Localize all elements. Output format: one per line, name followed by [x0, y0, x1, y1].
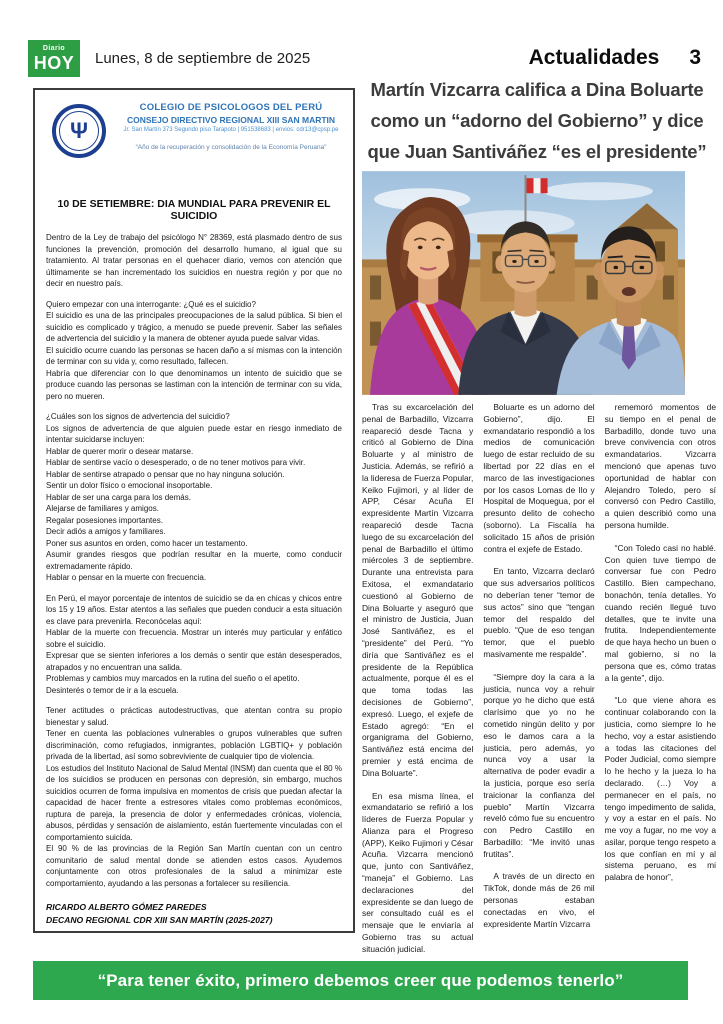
article-paragraph: En tanto, Vizcarra declaró que sus adversarios políticos no deberían tener “temor de sus actos” sino que “tengan temor del respaldo del pueblo. “Que de eso tengan temor, que el pueblo masivamente me respalde”. [483, 566, 595, 659]
headline-line-2: como un “adorno del Gobierno” y dice [370, 110, 704, 131]
letterhead [46, 102, 342, 182]
article-paragraph: “Lo que viene ahora es continuar colaborando con la justicia, como siempre lo he hecho, voy a estar asistiendo a todas las citaciones del Poder Judicial, como siempre lo he hecho y la jueza lo ha declarado. (…) Voy a permanecer en el país, no tengo impedimento de salida, y voy a estar en el país. No me voy a fugar, no me voy a asilar, porque tengo respeto a los que confían en mí y al sistema peruano, es mi palabra de honor”, [604, 695, 716, 883]
headline-line-3: que Juan Santiváñez “es el presidente” [367, 141, 707, 162]
announcement-paragraph: El suicidio ocurre cuando las personas se hacen daño a sí mismas con la intención de terminar con su vida y, como resultado, fallecen. [46, 345, 342, 366]
announcement-paragraph: Regalar posesiones importantes. [46, 515, 163, 525]
signature-block [46, 901, 342, 927]
article-paragraph: Tras su excarcelación del penal de Barbadillo, Vizcarra reapareció desde Tacna y criticó al Gobierno de Dina Boluarte y al ministro de Justicia. Además, se refirió a la lideresa de Fuerza Popular, Keiko Fujimori, y al líder de APP, César Acuña El expresidente Martín Vizcarra reapareció desde Tacna luego de su excarcelación del penal de Barbadillo el último miércoles 3 de septiembre. Durante una entrevista para Exitosa, el exmandatario cuestionó al Gobierno de Dina Boluarte y aseguró que el ministro de Justicia, Juan José Santiváñez, es el “presidente” del Perú. “Yo diría que Santiváñez es el presidente de la República actualmente, porque él es el que toma todas las decisiones de Gobierno”, expresó. Luego, el exjefe de Estado agregó: “En el organigrama del Gobierno, Santiváñez está encima del premier y está encima de Dina Boluarte”. [362, 402, 474, 778]
announcement-paragraph: Dentro de la Ley de trabajo del psicólogo N° 28369, está plasmado dentro de sus funciones la prevención, promoción del desarrollo humano, al igual que su tratamiento. Al tratar personas en el quehacer diario, vemos con atención que últimamente se han incrementado los suicidios en nuestra región y por que no decir en nuestro país. [46, 233, 342, 288]
announcement-paragraph: Asumir grandes riesgos que podrían resultar en la muerte, como conducir extremadamente rápido. [46, 550, 342, 571]
diario-hoy-logo [28, 40, 80, 77]
article-body [362, 402, 716, 958]
announcement-paragraph: Expresar que se sienten inferiores a los demás o sentir que están desesperados, atrapados y no encuentran una salida. [46, 651, 342, 672]
article-paragraph: rememoró momentos de su tiempo en el penal de Barbadillo, donde tuvo una breve convivencia con otros exmandatarios. Vizcarra mencionó que apenas tuvo oportunidad de hablar con Alejandro Toledo, pero sí conversó con Pedro Castillo, a quien describió como una persona humilde. [604, 402, 716, 530]
politicians-palace-illustration [362, 171, 685, 395]
signature-name: RICARDO ALBERTO GÓMEZ PAREDES [46, 902, 207, 912]
article-paragraph: Boluarte es un adorno del Gobierno”, dijo. El exmandatario respondió a los medios de comunicación luego de estar recluido de su libertad por 22 días en el marco de las investigaciones por los casos Lomas de Ilo y Hospital de Moquegua, por el presunto delito de cohecho (soborno). La Fiscalía ha solicitado 15 años de prisión contra el exjefe de Estado. [483, 402, 595, 554]
announcement-box [33, 88, 355, 933]
announcement-paragraph: Los signos de advertencia de que alguien puede estar en riesgo inmediato de intentar suicidarse incluyen: [46, 423, 342, 444]
logo-top-text: Diario [42, 44, 66, 52]
announcement-paragraph [46, 584, 342, 593]
announcement-paragraph: Los estudios del Instituto Nacional de Salud Mental (INSM) dan cuenta que el 80 % de los suicidios se producen en personas con depresión, sin embargo, muchos suicidios ocurren de forma impulsiva en momentos de crisis que puedan afectar la capacidad de hacer frente a estresores vitales como problemas económicos, ruptura de pareja, la presencia de dolor y enfermedades crónicas, violencia, abusos, pérdidas y sensación de aislamiento, están fuertemente vinculadas con el comportamiento suicida. [46, 763, 342, 842]
org-motto: “Año de la recuperación y consolidación de la Economía Peruana” [135, 144, 327, 151]
article-paragraph: A través de un directo en TikTok, donde más de 26 mil personas estaban conectadas en vivo, el expresidente Martín Vizcarra [483, 871, 595, 929]
announcement-paragraph: ¿Cuáles son los signos de advertencia del suicidio? [46, 412, 230, 421]
page-number: 3 [689, 46, 701, 69]
article-column-1 [362, 402, 473, 958]
article-column-3 [605, 402, 716, 958]
article-paragraph: “Con Toledo casi no hablé. Con quien tuve tiempo de conversar fue con Pedro Castillo. Bien campechano, bonachón, tenía detalles. Yo cuando recién llegué tuvo detalles, que te invite una frutita. Independientemente de que haya hecho un buen o mal gobierno, si no la persona que es, cómo tratas a la gente”, dijo. [604, 542, 716, 683]
announcement-paragraph: Habría que diferenciar con lo que denominamos un intento de suicidio que se produce cuando las personas se lastiman con la intención de terminar con su vida, pero no mueren. [46, 368, 342, 401]
announcement-paragraph: Hablar de querer morir o desear matarse. [46, 446, 194, 456]
announcement-paragraph: Hablar o pensar en la muerte con frecuencia. [46, 573, 207, 582]
psi-symbol-icon: Ψ [59, 111, 99, 151]
announcement-paragraph [46, 402, 342, 411]
edition-date: Lunes, 8 de septiembre de 2025 [95, 49, 311, 67]
headline-line-1: Martín Vizcarra califica a Dina Boluarte [370, 79, 704, 100]
announcement-paragraph: El 90 % de las provincias de la Región San Martín cuentan con un centro comunitario de salud mental donde se atienden estos casos. Ayudemos conjuntamente con otros profesionales de la salud a minimizar este comportamiento, ayudando a las personas a fortalecer su resiliencia. [46, 844, 342, 888]
announcement-paragraph: Poner sus asuntos en orden, como hacer un testamento. [46, 538, 248, 548]
announcement-paragraph: Quiero empezar con una interrogante: ¿Qué es el suicidio? [46, 299, 256, 309]
signature-role: DECANO REGIONAL CDR XIII SAN MARTÍN (2025-2027) [46, 915, 273, 925]
announcement-paragraph [46, 696, 342, 705]
article-paragraph: En esa misma línea, el exmandatario se refirió a los líderes de Fuerza Popular y Alianza para el Progreso (APP), Keiko Fujimori y César Acuña. Vizcarra mencionó que, junto con Santiváñez, “maneja” el Gobierno. Las declaraciones del expresidente se dan luego de ser consultado cuál es el mensaje que le enviaría al Gobierno tras su actual situación judicial. [362, 790, 474, 954]
announcement-paragraph: Problemas y cambios muy marcados en la rutina del sueño o el apetito. [46, 674, 300, 683]
announcement-paragraph: Tener actitudes o prácticas autodestructivas, que atentan contra su propio bienestar y salud. [46, 706, 342, 727]
announcement-paragraph [46, 290, 342, 299]
announcement-paragraph: Alejarse de familiares y amigos. [46, 504, 159, 513]
article-paragraph: “Siempre doy la cara a la justicia, nunca voy a rehuir porque yo he dicho que está clarísimo que yo no he cometido ningún delito y por eso le damos cara a la justicia, pero además, yo nunca voy a usar la alternativa de poder evadir a la justicia, porque eso sería traicionar la confianza del pueblo” Martín Vizcarra reveló cómo fue su encuentro con Pedro Castillo en Barbadillo: “Me invitó unas frutitas”. [483, 671, 595, 859]
page-header [28, 38, 701, 78]
org-address: Jr. San Martín 373 Segundo piso Tarapoto | 951538683 | envios: cdr13@cpsp.pe [123, 127, 339, 133]
section-title: Actualidades [528, 46, 660, 69]
article-headline [358, 74, 716, 167]
announcement-paragraph: El suicidio es una de las principales preocupaciones de la salud pública. Si bien el suicidio es complicado y trágico, a menudo se puede prevenir. Saber las señales de advertencia del suicidio y la manera de obtener ayuda puede salvar vidas. [46, 311, 342, 343]
motivational-banner [33, 961, 688, 1000]
org-subtitle: CONSEJO DIRECTIVO REGIONAL XIII SAN MARTIN [126, 115, 336, 125]
psychologists-college-logo-icon [52, 104, 106, 158]
announcement-paragraph: Sentir un dolor físico o emocional insoportable. [46, 481, 213, 490]
logo-main-text: HOY [33, 52, 75, 73]
article-photo [362, 171, 685, 395]
announcement-paragraph: Desinterés o temor de ir a la escuela. [46, 685, 179, 695]
announcement-paragraph: En Perú, el mayor porcentaje de intentos de suicidio se da en chicas y chicos entre los 15 y 19 años. Estar atentos a las señales que pueden conducir a esta situación es clave para prevenirla. Reconócelas aquí: [46, 593, 342, 626]
banner-quote: “Para tener éxito, primero debemos creer que podemos tenerlo” [97, 970, 624, 990]
announcement-paragraph: Hablar de la muerte con frecuencia. Mostrar un interés muy particular y enfático sobre el suicidio. [46, 628, 342, 649]
announcement-paragraph: Hablar de ser una carga para los demás. [46, 492, 191, 502]
announcement-paragraph: Hablar de sentirse vacío o desesperado, o de no tener motivos para vivir. [46, 458, 306, 467]
announcement-paragraph: Hablar de sentirse atrapado o pensar que no hay ninguna solución. [46, 469, 285, 479]
announcement-body [46, 232, 342, 889]
article-column-2 [483, 402, 594, 958]
announcement-paragraph: Tener en cuenta las poblaciones vulnerables o grupos vulnerables que sufren discriminación, como refugiados, inmigrantes, población LGBTIQ+ y población privada de la libertad, así somo sobreviviente de cualquier tipo de violencia. [46, 729, 342, 761]
announcement-title: 10 DE SETIEMBRE: DIA MUNDIAL PARA PREVENIR EL SUICIDIO [57, 198, 331, 222]
announcement-paragraph: Decir adiós a amigos y familiares. [46, 527, 166, 536]
org-name: COLEGIO DE PSICOLOGOS DEL PERÚ [139, 102, 323, 113]
